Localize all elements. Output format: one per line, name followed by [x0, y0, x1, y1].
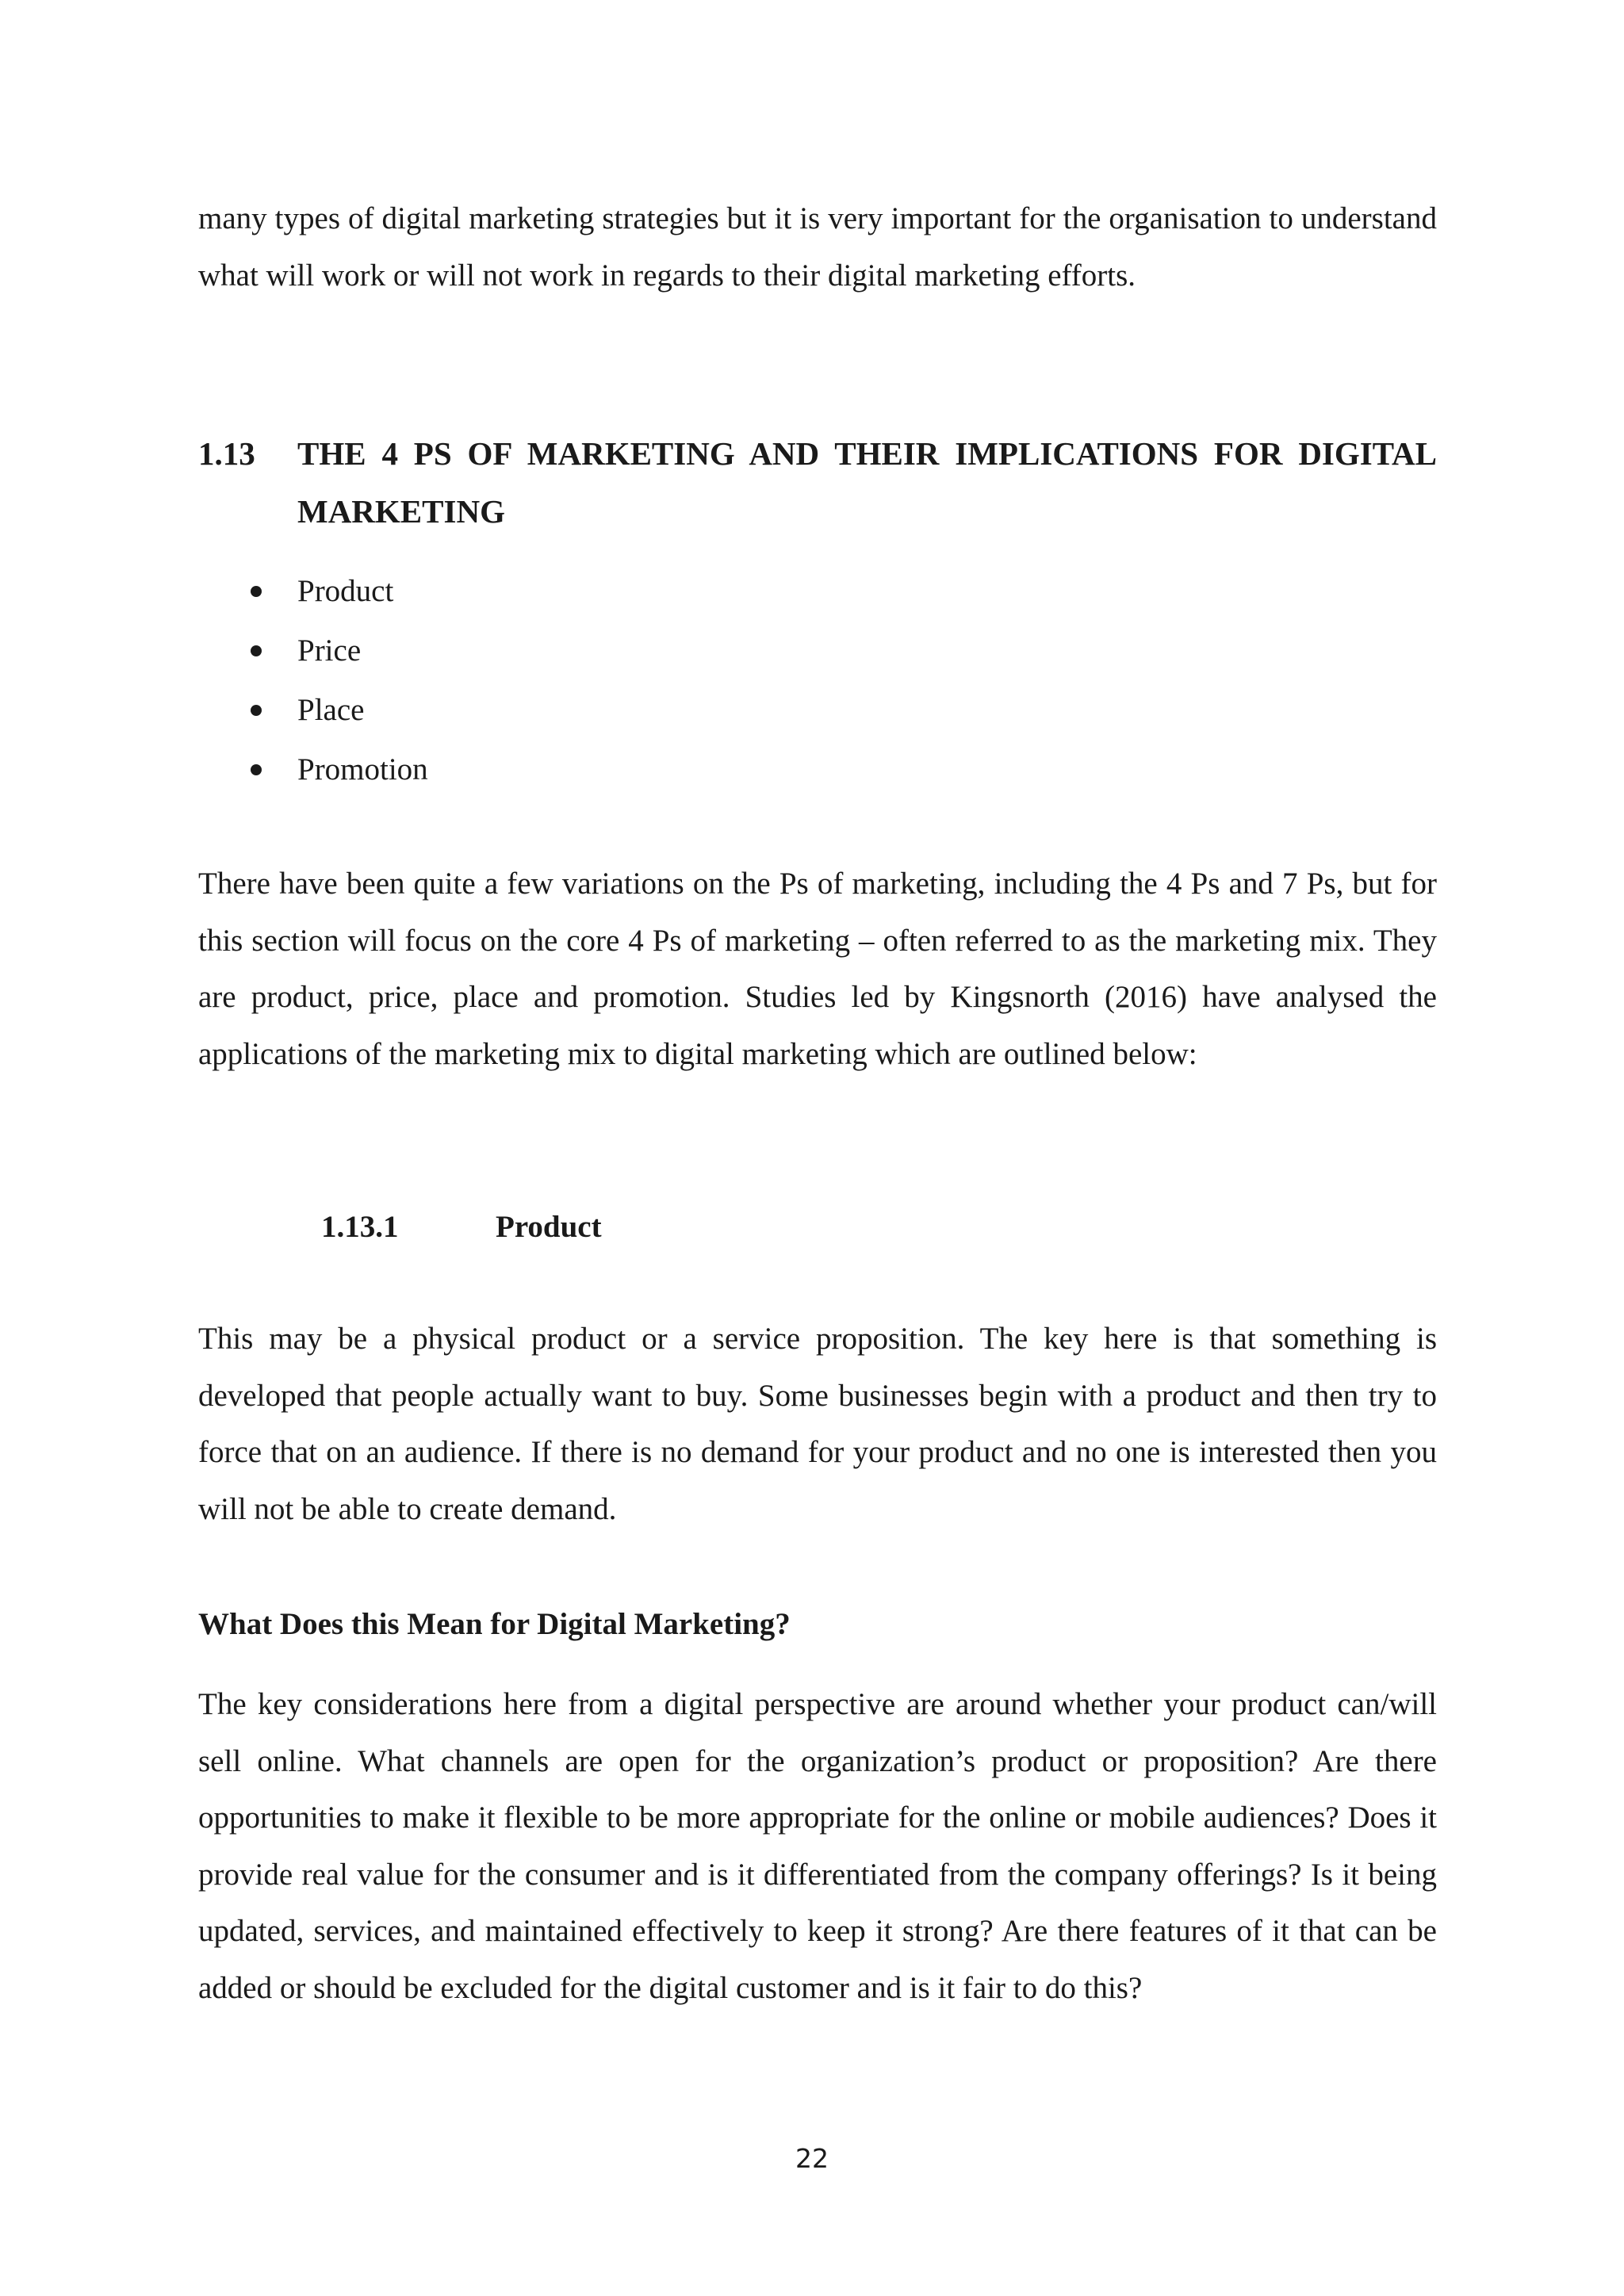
- section-heading: [198, 425, 1437, 541]
- list-item: [198, 680, 991, 740]
- digital-question-heading: What Does this Mean for Digital Marketing?: [198, 1607, 791, 1641]
- subsection-title: Product: [496, 1210, 602, 1244]
- list-item-label: Price: [297, 633, 362, 668]
- list-item-label: Product: [297, 574, 394, 608]
- list-item: [198, 740, 991, 799]
- subsection-heading: [321, 1199, 602, 1255]
- bullet-icon: [251, 586, 262, 597]
- variations-paragraph: There have been quite a few variations on the Ps of marketing, including the 4 Ps and 7 Ps, but for this section will focus on the core 4 Ps of marketing – often referred to as the marketing mix. They are product, price, place and promotion. Studies led by Kingsnorth (2016) have analysed the applications of the marketing mix to digital marketing which are outlined below:: [198, 867, 1437, 1071]
- four-ps-list: [198, 561, 991, 799]
- product-paragraph: This may be a physical product or a service proposition. The key here is that something is developed that people actually want to buy. Some businesses begin with a product and then try to force that on an audience. If there is no demand for your product and no one is interested then you will not be able to create demand.: [198, 1322, 1437, 1526]
- bullet-icon: [251, 764, 262, 775]
- subsection-number: 1.13.1: [321, 1210, 399, 1244]
- digital-paragraph: The key considerations here from a digital perspective are around whether your product can/will sell online. What channels are open for the organization’s product or proposition? Are there opportunities to make it flexible to be more appropriate for the online or mobile audiences? Does it provide real value for the consumer and is it differentiated from the company offerings? Is it being updated, services, and maintained effectively to keep it strong? Are there features of it that can be added or should be excluded for the digital customer and is it fair to do this?: [198, 1687, 1437, 2005]
- page-number: 22: [795, 2143, 829, 2174]
- list-item-label: Promotion: [297, 752, 428, 786]
- list-item: [198, 621, 991, 680]
- bullet-icon: [251, 645, 262, 656]
- section-number: 1.13: [198, 435, 255, 472]
- list-item-label: Place: [297, 693, 365, 727]
- intro-paragraph: many types of digital marketing strategies but it is very important for the organisation to understand what will work or will not work in regards to their digital marketing efforts.: [198, 201, 1437, 293]
- list-item: [198, 561, 991, 621]
- section-title: THE 4 PS OF MARKETING AND THEIR IMPLICATIONS FOR DIGITAL MARKETING: [297, 435, 1437, 530]
- bullet-icon: [251, 705, 262, 716]
